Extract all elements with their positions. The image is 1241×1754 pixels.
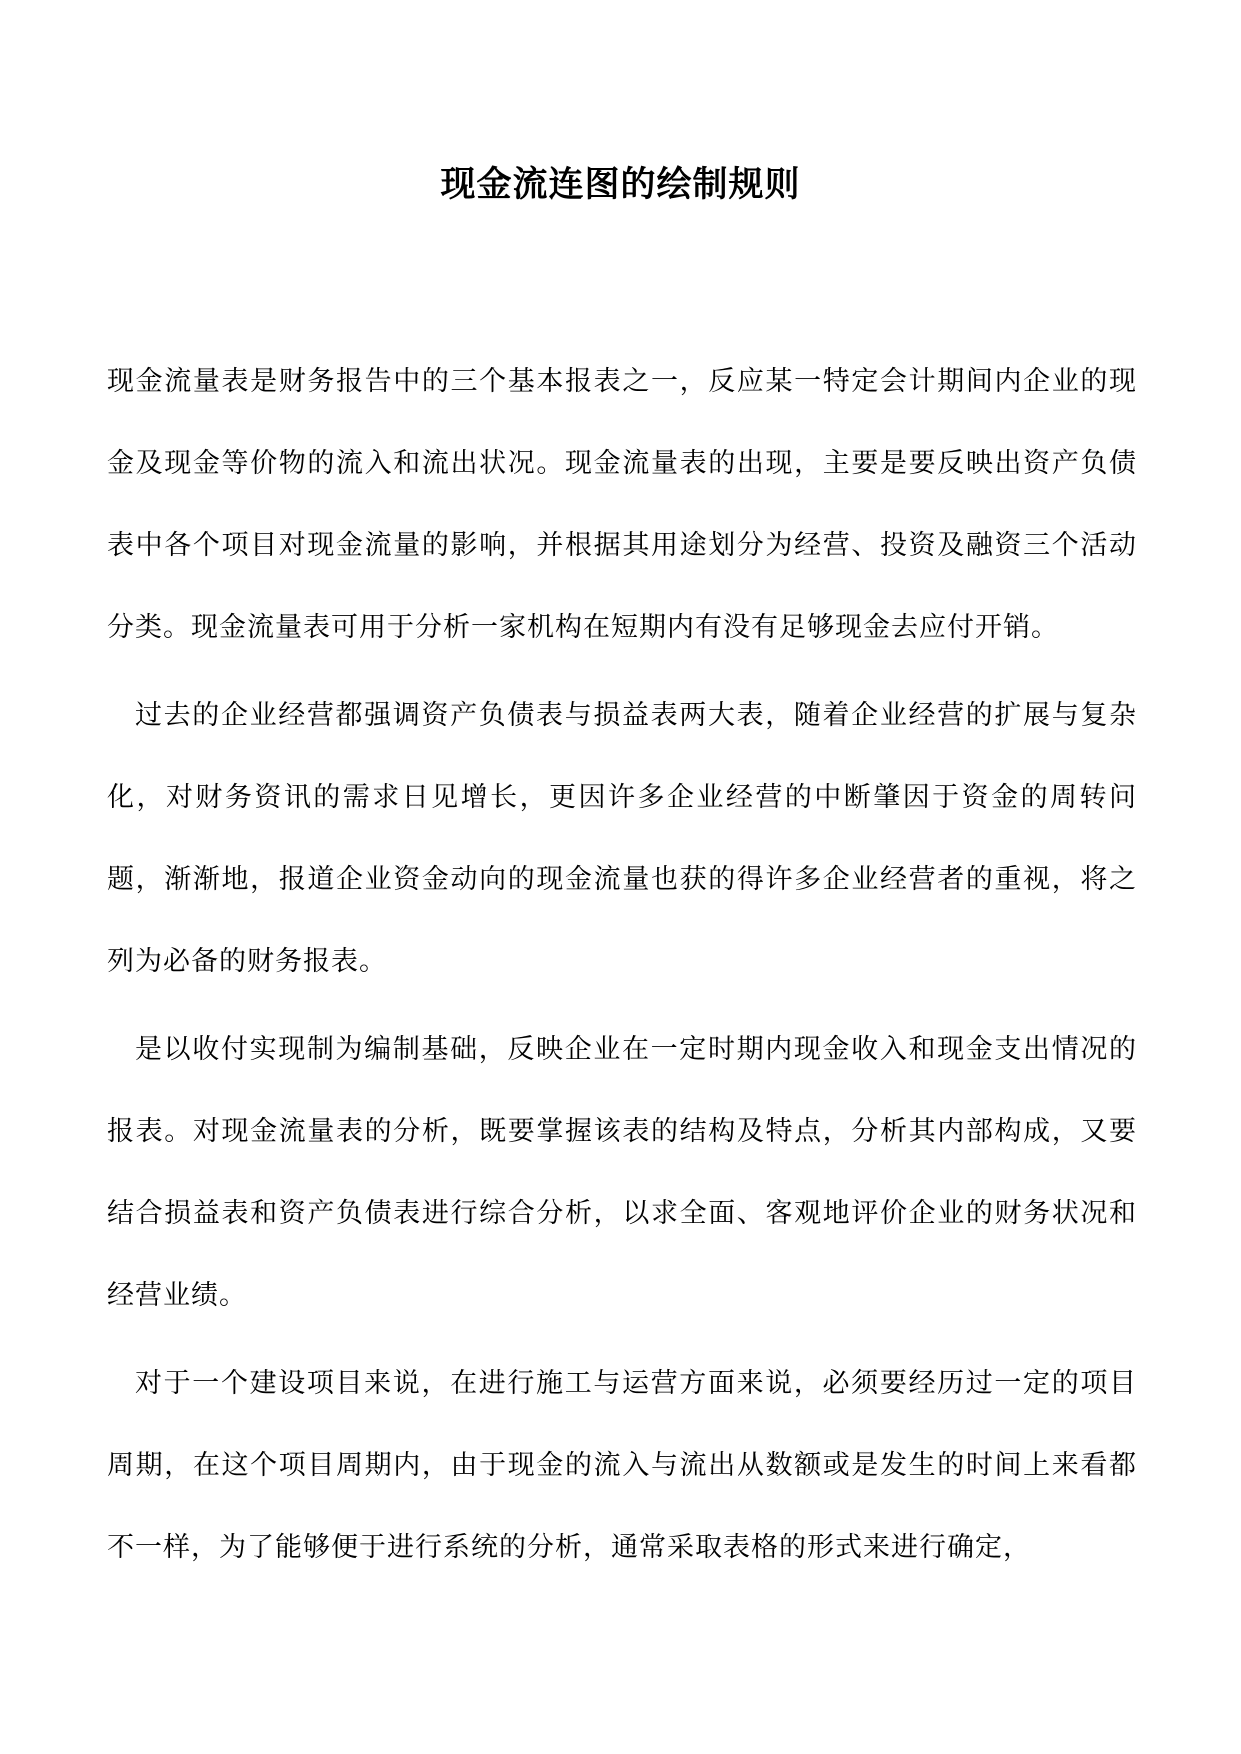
document-title: 现金流连图的绘制规则 [440,165,801,205]
document-body [107,341,1137,1595]
paragraph-basis-and-analysis: 是以收付实现制为编制基础，反映企业在一定时期内现金收入和现金支出情况的报表。对现金流量表的分析，既要掌握该表的结构及特点，分析其内部构成，又要结合损益表和资产负债表进行综合分析，以求全面、客观地评价企业的财务状况和经营业绩。 [107,1034,1137,1311]
paragraph-history: 过去的企业经营都强调资产负债表与损益表两大表，随着企业经营的扩展与复杂化，对财务资讯的需求日见增长，更因许多企业经营的中断肇因于资金的周转问题，渐渐地，报道企业资金动向的现金流量也获的得许多企业经营者的重视，将之列为必备的财务报表。 [107,700,1137,977]
paragraph-cash-flow-definition: 现金流量表是财务报告中的三个基本报表之一，反应某一特定会计期间内企业的现金及现金等价物的流入和流出状况。现金流量表的出现，主要是要反映出资产负债表中各个项目对现金流量的影响，并根据其用途划分为经营、投资及融资三个活动分类。现金流量表可用于分析一家机构在短期内有没有足够现金去应付开销。 [107,366,1137,643]
paragraph-construction-project: 对于一个建设项目来说，在进行施工与运营方面来说，必须要经历过一定的项目周期，在这个项目周期内，由于现金的流入与流出从数额或是发生的时间上来看都不一样，为了能够便于进行系统的分析，通常采取表格的形式来进行确定， [107,1368,1137,1563]
